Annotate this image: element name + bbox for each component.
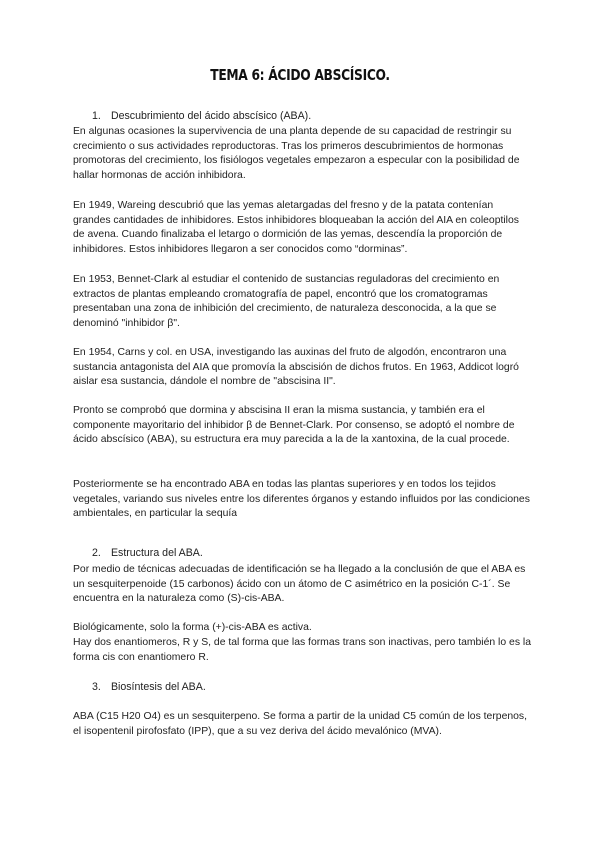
paragraph-6: Posteriormente se ha encontrado ABA en todas las plantas superiores y en todos los tejidos vegetales, variando sus niveles entre los diferentes órganos y estando influidos por las condiciones ambientales, en particular la sequía [73, 479, 530, 520]
paragraph-7: Por medio de técnicas adecuadas de identificación se ha llegado a la conclusión de que el ABA es un sesquiterpenoide (15 carbonos) ácido con un átomo de C asimétrico en la posición C-1´. Se encuentra en la naturaleza como (S)-cis-ABA. [73, 564, 526, 605]
section-heading-1 [92, 109, 311, 123]
paragraph-4: En 1954, Carns y col. en USA, investigando las auxinas del fruto de algodón, encontraron una sustancia antagonista del AIA que promovía la abscisión de dichos frutos. En 1963, Addicot logró aislar esa sustancia, dándole el nombre de "abscisina II". [73, 347, 519, 388]
section-heading-2 [92, 546, 203, 560]
paragraph-10: ABA (C15 H20 O4) es un sesquiterpeno. Se forma a partir de la unidad C5 común de los terpenos, el isopentenil pirofosfato (IPP), que a su vez deriva del ácido mevalónico (MVA). [73, 711, 527, 737]
paragraph-2: En 1949, Wareing descubrió que las yemas aletargadas del fresno y de la patata contenían grandes cantidades de inhibidores. Estos inhibidores bloqueaban la acción del AIA en coleoptilos de avena. Cuando finalizaba el letargo o dormición de las yemas, descendía la proporción de inhibidores. Estos inhibidores llegaron a ser conocidos como “dorminas”. [73, 200, 519, 255]
section-heading-text: Estructura del ABA. [110, 547, 203, 559]
section-heading-3 [92, 680, 206, 694]
paragraph-5: Pronto se comprobó que dormina y abscisina II eran la misma sustancia, y también era el componente mayoritario del inhibidor β de Bennet-Clark. Por consenso, se adoptó el nombre de ácido abscísico (ABA), su estructura era muy parecida a la de la xantoxina, de la cual procede. [73, 405, 515, 446]
document-title: TEMA 6: ÁCIDO ABSCÍSICO. [210, 66, 390, 84]
paragraph-3: En 1953, Bennet-Clark al estudiar el contenido de sustancias reguladoras del crecimiento en extractos de plantas empleando cromatografía de papel, encontró que los cromatogramas presentaban una zona de inhibición del crecimiento, de naturaleza desconocida, a la que se denominó "inhibidor β". [73, 274, 500, 329]
section-heading-text: Descubrimiento del ácido abscísico (ABA). [110, 110, 312, 122]
paragraph-9: Hay dos enantiomeros, R y S, de tal forma que las formas trans son inactivas, pero también lo es la forma cis con enantiomero R. [73, 637, 531, 663]
paragraph-8: Biológicamente, solo la forma (+)-cis-ABA es activa. [73, 622, 312, 633]
section-heading-text: Biosíntesis del ABA. [110, 681, 206, 693]
section-number: 3. [92, 681, 101, 693]
paragraph-1: En algunas ocasiones la supervivencia de una planta depende de su capacidad de restringir su crecimiento o sus actividades reproductoras. Tras los primeros descubrimientos de hormonas promotoras del crecimiento, los fisiólogos vegetales empezaron a especular con la posibilidad de hallar hormonas de acción inhibidora. [73, 126, 520, 181]
section-number: 2. [92, 547, 101, 559]
section-number: 1. [92, 110, 101, 122]
